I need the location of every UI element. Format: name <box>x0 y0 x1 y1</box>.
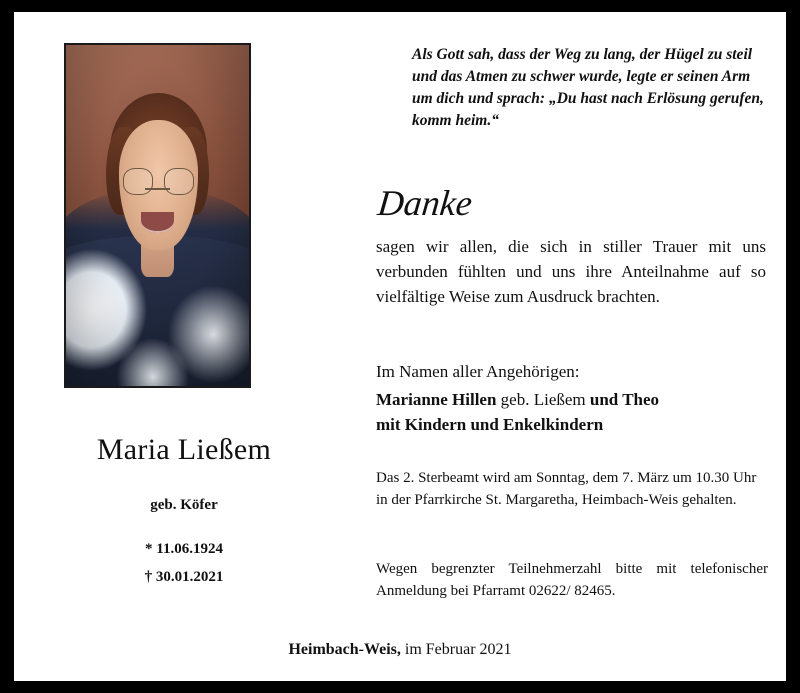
memorial-verse: Als Gott sah, dass der Weg zu lang, der Hügel zu steil und das Atmen zu schwer wurde, legte er seinen Arm um dich und sprach: „Du hast nach Erlösung gerufen, komm heim.“ <box>412 46 764 129</box>
footer-place: Heimbach-Weis, <box>288 641 401 658</box>
obituary-card <box>14 12 786 681</box>
service-details: Das 2. Sterbeamt wird am Sonntag, dem 7. März um 10.30 Uhr in der Pfarrkirche St. Margaretha, Heimbach-Weis gehalten. <box>376 470 757 508</box>
family-intro: Im Namen aller Angehörigen: <box>376 362 580 381</box>
deceased-name: Maria Ließem <box>96 433 272 466</box>
portrait-frame <box>64 43 251 388</box>
family-maiden-name: geb. Ließem <box>496 390 590 409</box>
family-names <box>376 387 776 437</box>
life-dates <box>14 535 354 591</box>
thanks-text: sagen wir allen, die sich in stiller Trauer mit uns verbunden fühlten und uns ihre Anteilnahme auf so vielfältige Weise zum Ausdruck brachten. <box>376 237 766 306</box>
maiden-name: geb. Köfer <box>150 497 218 513</box>
death-date: † 30.01.2021 <box>144 569 224 585</box>
footer-date: im Februar 2021 <box>400 641 512 658</box>
birth-date: * 11.06.1924 <box>145 541 223 557</box>
portrait-photo <box>66 45 249 386</box>
attendance-notice: Wegen begrenzter Teilnehmerzahl bitte mit telefonischer Anmeldung bei Pfarramt 02622/ 82465. <box>376 561 768 599</box>
left-column <box>14 12 354 681</box>
family-children-line: mit Kindern und Enkelkindern <box>376 415 604 434</box>
family-name-spouse: und Theo <box>589 390 660 409</box>
right-column <box>362 12 786 681</box>
footer-line <box>14 641 786 659</box>
danke-heading: Danke <box>375 183 475 223</box>
family-name-primary: Marianne Hillen <box>376 390 497 409</box>
